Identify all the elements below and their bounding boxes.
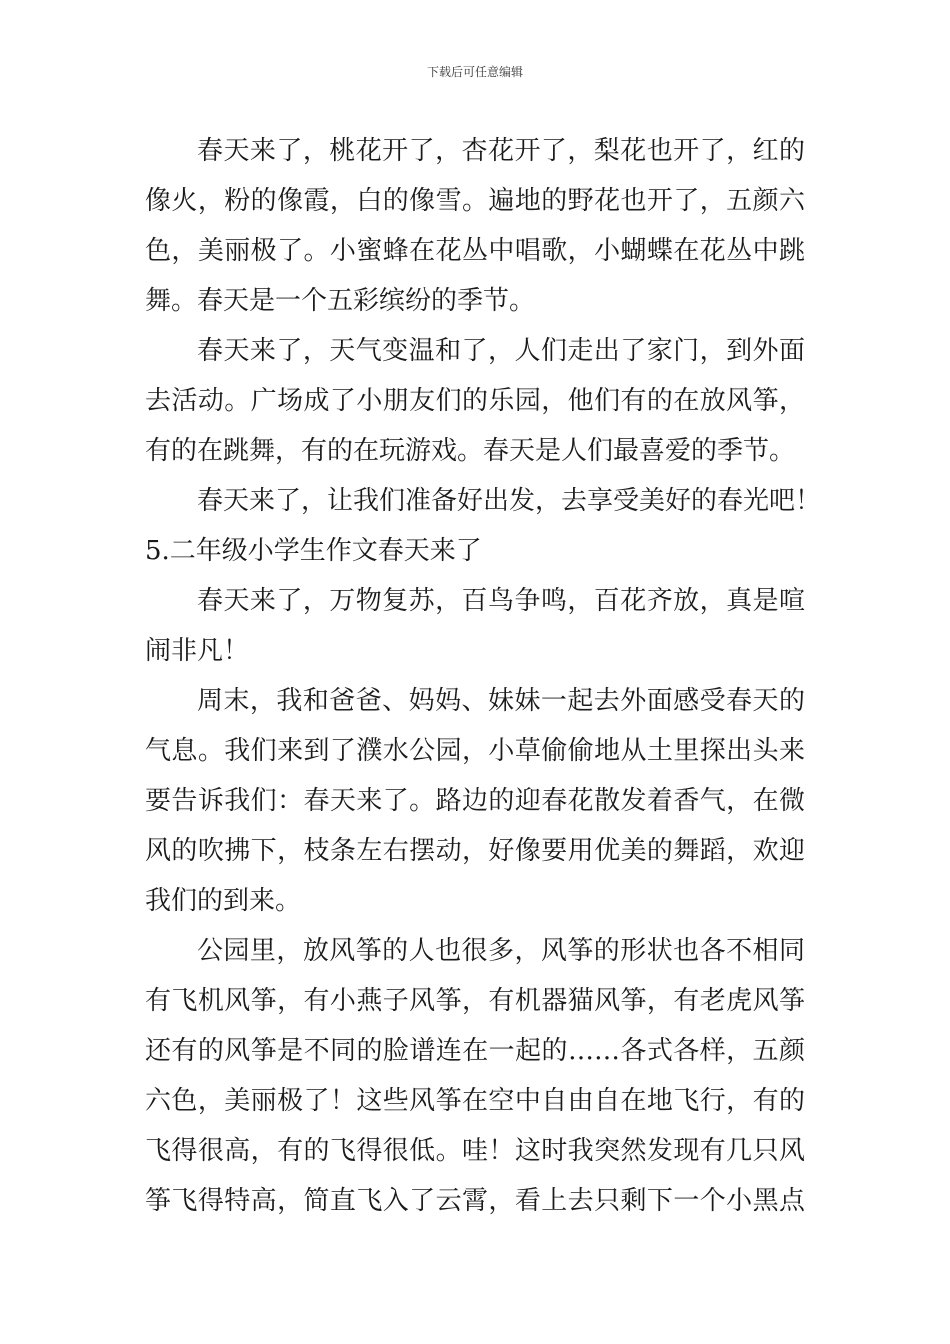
text-line: 六色，美丽极了！这些风筝在空中自由自在地飞行，有的 [145, 1086, 805, 1116]
text-line: 有的在跳舞，有的在玩游戏。春天是人们最喜爱的季节。 [145, 436, 796, 466]
text-line: 春天来了，万物复苏，百鸟争鸣，百花齐放，真是喧 [197, 586, 805, 616]
text-line: 春天来了，让我们准备好出发，去享受美好的春光吧！ [197, 486, 822, 516]
text-line: 闹非凡！ [145, 636, 250, 666]
text-line: 我们的到来。 [145, 886, 302, 916]
text-line: 色，美丽极了。小蜜蜂在花丛中唱歌，小蝴蝶在花丛中跳 [145, 236, 805, 266]
text-line: 要告诉我们：春天来了。路边的迎春花散发着香气，在微 [145, 786, 805, 816]
text-line: 气息。我们来到了濮水公园，小草偷偷地从土里探出头来 [145, 736, 805, 766]
text-line: 有飞机风筝，有小燕子风筝，有机器猫风筝，有老虎风筝 [145, 986, 805, 1016]
text-line: 筝飞得特高，简直飞入了云霄，看上去只剩下一个小黑点 [145, 1186, 805, 1216]
text-line: 春天来了，天气变温和了，人们走出了家门，到外面 [197, 336, 805, 366]
text-line: 像火，粉的像霞，白的像雪。遍地的野花也开了，五颜六 [145, 186, 805, 216]
text-line: 飞得很高，有的飞得很低。哇！这时我突然发现有几只风 [145, 1136, 805, 1166]
text-line: 还有的风筝是不同的脸谱连在一起的……各式各样，五颜 [145, 1036, 805, 1066]
text-line: 春天来了，桃花开了，杏花开了，梨花也开了，红的 [197, 136, 805, 166]
text-line: 舞。春天是一个五彩缤纷的季节。 [145, 286, 536, 316]
page-header: 下载后可任意编辑 [426, 65, 523, 79]
text-line: 风的吹拂下，枝条左右摆动，好像要用优美的舞蹈，欢迎 [145, 836, 805, 866]
text-line: 周末，我和爸爸、妈妈、妹妹一起去外面感受春天的 [197, 686, 805, 716]
text-line: 去活动。广场成了小朋友们的乐园，他们有的在放风筝， [145, 386, 805, 416]
section-heading: 5.二年级小学生作文春天来了 [145, 536, 482, 566]
text-line: 公园里，放风筝的人也很多，风筝的形状也各不相同 [197, 936, 805, 966]
